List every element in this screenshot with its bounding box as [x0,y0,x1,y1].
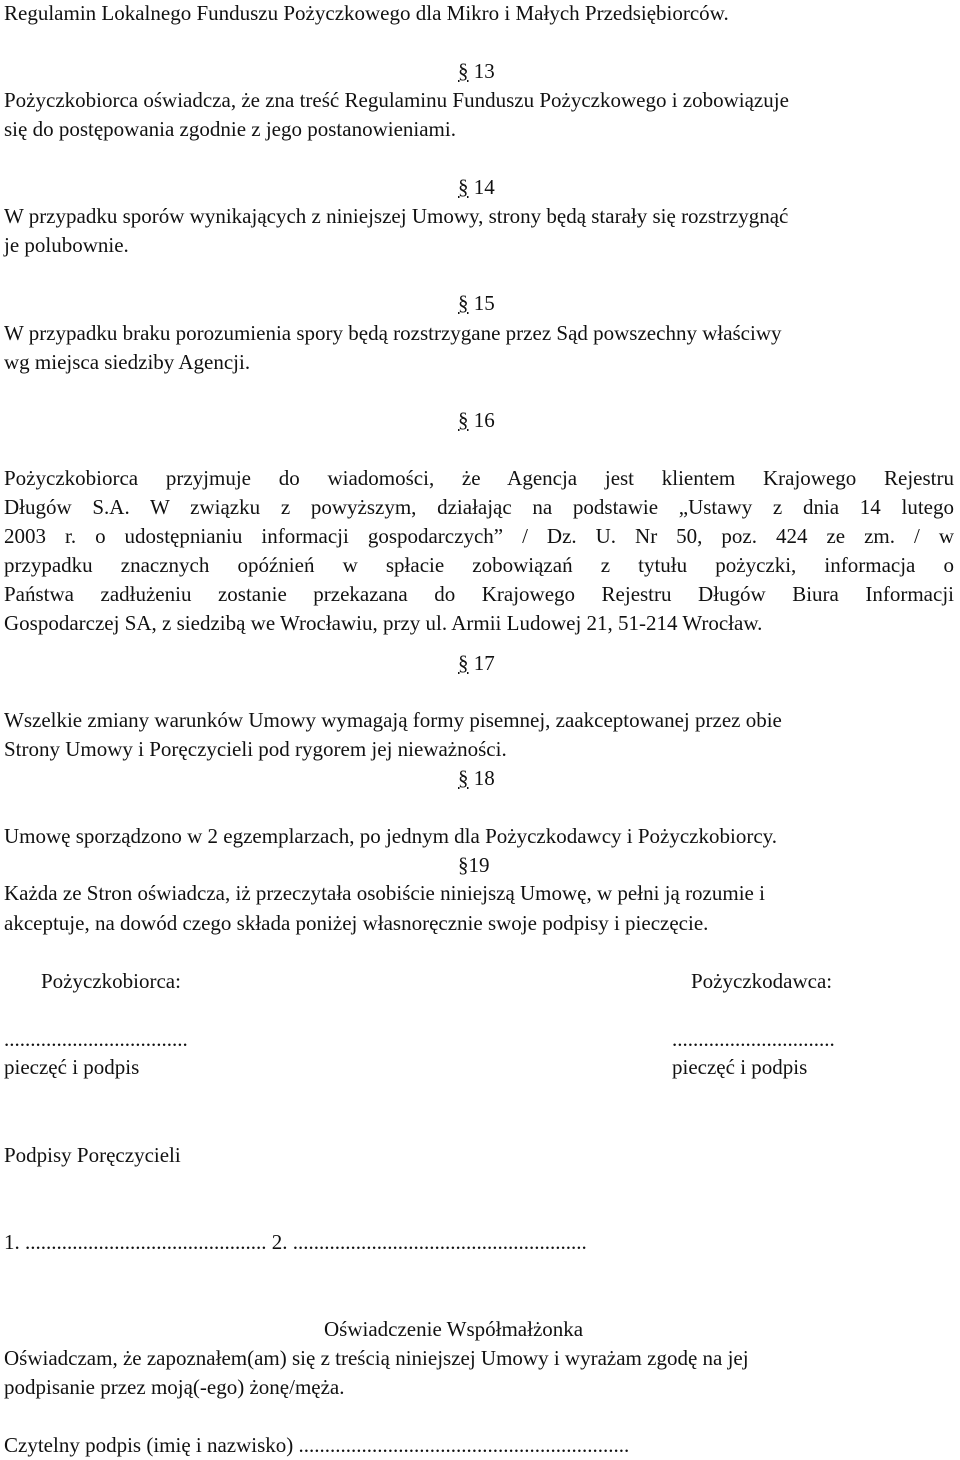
section-number: 14 [473,175,495,199]
section-16-line-6: Gospodarczej SA, z siedzibą we Wrocławiu, przy ul. Armii Ludowej 21, 51-214 Wrocław. [4,611,763,635]
section-13-line-2: się do postępowania zgodnie z jego postanowieniami. [4,117,456,141]
spouse-signature-line: Czytelny podpis (imię i nazwisko) ............................................................... [4,1433,630,1457]
section-14-line-2: je polubownie. [4,233,129,257]
section-17-heading [458,650,495,676]
document-header: Regulamin Lokalnego Funduszu Pożyczkowego dla Mikro i Małych Przedsiębiorców. [4,1,729,25]
spouse-statement-line-1: Oświadczam, że zapoznałem(am) się z treścią niniejszej Umowy i wyrażam zgodę na jej [4,1346,749,1370]
section-number: 16 [473,408,495,432]
paragraph-sign: § [458,766,469,790]
section-16-line-4: przypadku znacznych opóźnień w spłacie zobowiązań z tytułu pożyczki, informacja o [4,553,954,577]
paragraph-sign: § [458,651,469,675]
section-15-line-1: W przypadku braku porozumienia spory będą rozstrzygane przez Sąd powszechny właściwy [4,321,782,345]
lender-label: Pożyczkodawca: [691,969,833,993]
paragraph-sign: § [458,175,469,199]
section-19-line-2: akceptuje, na dowód czego składa poniżej własnoręcznie swoje podpisy i pieczęcie. [4,911,709,935]
section-number: 15 [473,291,495,315]
section-17-line-1: Wszelkie zmiany warunków Umowy wymagają formy pisemnej, zaakceptowanej przez obie [4,708,782,732]
section-19-heading: §19 [458,853,490,877]
borrower-caption: pieczęć i podpis [4,1055,140,1079]
borrower-signature-line: ................................... [4,1027,188,1051]
section-15-heading [458,290,495,316]
spouse-statement-title: Oświadczenie Współmałżonka [324,1317,584,1341]
section-number: 13 [473,59,495,83]
guarantors-title: Podpisy Poręczycieli [4,1143,181,1167]
paragraph-sign: § [458,408,469,432]
borrower-label: Pożyczkobiorca: [41,969,181,993]
paragraph-sign: § [458,291,469,315]
section-13-line-1: Pożyczkobiorca oświadcza, że zna treść Regulaminu Funduszu Pożyczkowego i zobowiązuje [4,88,789,112]
section-19-line-1: Każda ze Stron oświadcza, iż przeczytała osobiście niniejszą Umowę, w pełni ją rozumie i [4,881,765,905]
section-number: 18 [473,766,495,790]
section-16-line-1: Pożyczkobiorca przyjmuje do wiadomości, że Agencja jest klientem Krajowego Rejestru [4,466,954,490]
section-16-heading [458,407,495,433]
section-14-line-1: W przypadku sporów wynikających z niniejszej Umowy, strony będą starały się rozstrzygnąć [4,204,789,228]
section-18-line-1: Umowę sporządzono w 2 egzemplarzach, po jednym dla Pożyczkodawcy i Pożyczkobiorcy. [4,824,778,848]
lender-caption: pieczęć i podpis [672,1055,808,1079]
section-17-line-2: Strony Umowy i Poręczycieli pod rygorem jej nieważności. [4,737,507,761]
section-16-line-5: Państwa zadłużeniu zostanie przekazana do Krajowego Rejestru Długów Biura Informacji [4,582,954,606]
section-13-heading [458,58,495,84]
paragraph-sign: § [458,59,469,83]
lender-signature-line: ............................... [672,1027,835,1051]
spouse-statement-line-2: podpisanie przez moją(-ego) żonę/męża. [4,1375,345,1399]
section-number: 17 [473,651,495,675]
section-18-heading [458,765,495,791]
section-14-heading [458,174,495,200]
guarantors-signature-line: 1. .............................................. 2. ........................................................ [4,1230,587,1254]
section-16-line-3: 2003 r. o udostępnianiu informacji gospodarczych” / Dz. U. Nr 50, poz. 424 ze zm. / w [4,524,954,548]
section-16-line-2: Długów S.A. W związku z powyższym, działając na podstawie „Ustawy z dnia 14 lutego [4,495,954,519]
section-15-line-2: wg miejsca siedziby Agencji. [4,350,251,374]
